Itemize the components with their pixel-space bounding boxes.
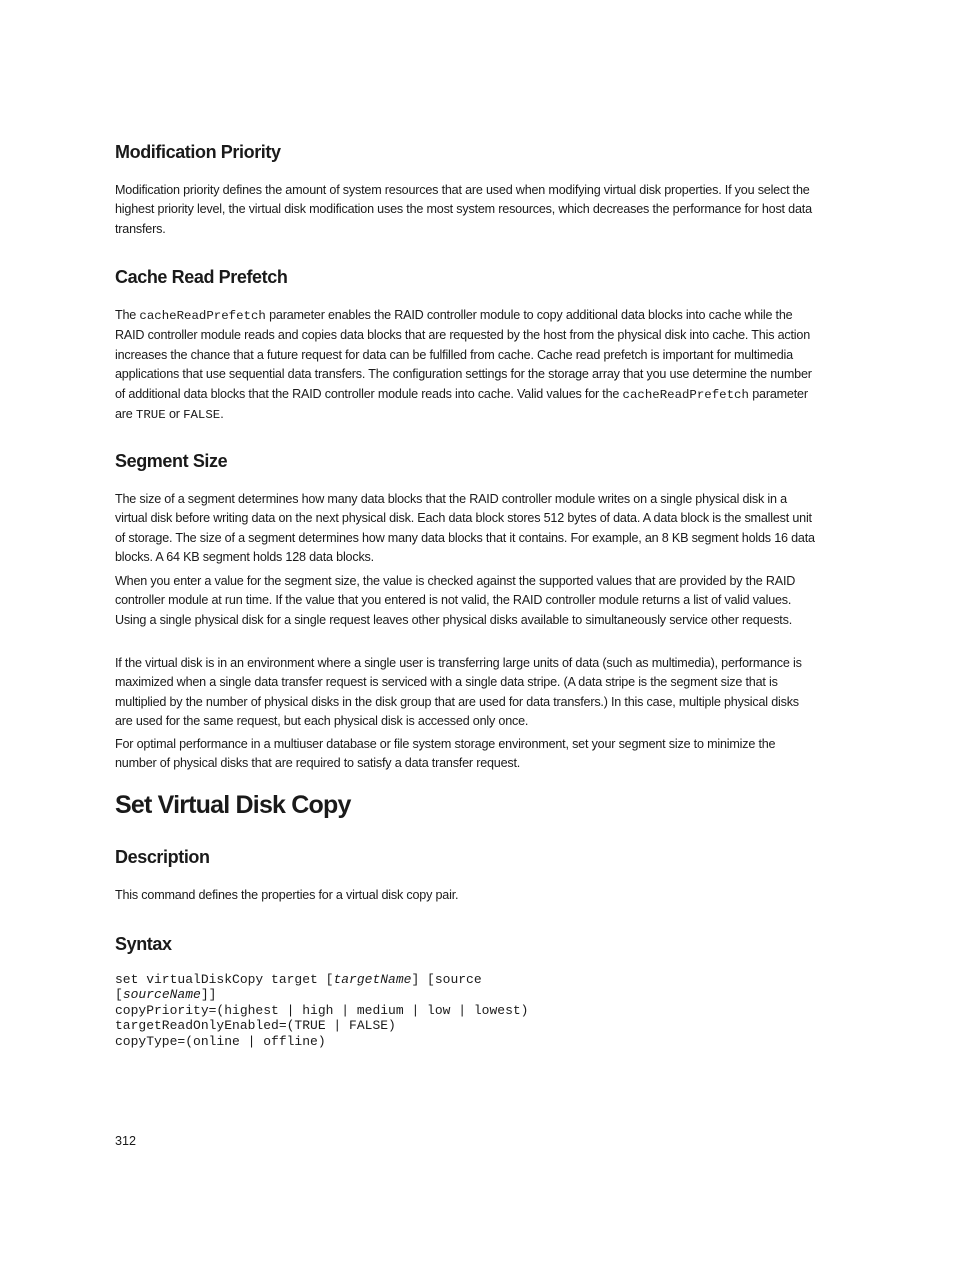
heading-syntax: Syntax xyxy=(115,934,172,954)
code-false: FALSE xyxy=(183,408,221,423)
heading-segment-size: Segment Size xyxy=(115,451,228,471)
page-number: 312 xyxy=(115,1134,137,1148)
paragraph-modification-priority: Modification priority defines the amount of system resources that are used when modifying virtual disk properties. If you select the highest priority level, the virtual disk modification uses the most system resources, which decreases the performance for host data transfers. xyxy=(115,183,812,236)
paragraph-segment-size-3: If the virtual disk is in an environment where a single user is transferring large units of data (such as multimedia), performance is maximized when a single data transfer request is serviced with a single data stripe. (A data stripe is the segment size that is multiplied by the number of physical disks in the disk group that are used for data transfers.) In this case, multiple physical disks are used for the same request, but each physical disk is accessed only once. xyxy=(115,656,802,729)
heading-cache-read-prefetch: Cache Read Prefetch xyxy=(115,267,288,287)
paragraph-segment-size-2: When you enter a value for the segment size, the value is checked against the supported values that are provided by the RAID controller module at run time. If the value that you entered is not valid, the RAID controller module returns a list of valid values. Using a single physical disk for a single request leaves other physical disks available to simultaneously service other requests. xyxy=(115,574,796,627)
heading-description: Description xyxy=(115,847,210,867)
title-set-virtual-disk-copy: Set Virtual Disk Copy xyxy=(115,791,351,819)
paragraph-cache-read-prefetch: The cacheReadPrefetch parameter enables the RAID controller module to copy additional data blocks into cache while the RAID controller module reads and copies data blocks that are requested by the host from the physical disk into cache. This action increases the chance that a future request for data can be fulfilled from cache. Cache read prefetch is important for multimedia applications that use sequential data transfers. The configuration settings for the storage array that you use determine the number of additional data blocks that the RAID controller module reads into cache. Valid values for the cacheReadPrefetch parameter are TRUE or FALSE. xyxy=(115,308,812,423)
heading-modification-priority: Modification Priority xyxy=(115,142,281,162)
code-cacheReadPrefetch: cacheReadPrefetch xyxy=(139,309,266,323)
paragraph-segment-size-1: The size of a segment determines how many data blocks that the RAID controller module writes on a single physical disk in a virtual disk before writing data on the next physical disk. Each data block stores 512 bytes of data. A data block is the smallest unit of storage. The size of a segment determines how many data blocks that it contains. For example, an 8 KB segment holds 16 data blocks. A 64 KB segment holds 128 data blocks. xyxy=(115,492,815,565)
placeholder-sourceName: sourceName xyxy=(122,987,201,1003)
code-true: TRUE xyxy=(135,408,166,423)
paragraph-segment-size-4: For optimal performance in a multiuser database or file system storage environment, set your segment size to minimize the number of physical disks that are required to satisfy a data transfer request. xyxy=(115,737,776,771)
placeholder-targetName: targetName xyxy=(333,972,412,987)
code-block-syntax: set virtualDiskCopy target [targetName] [source [sourceName]] copyPriority=(highest | high | medium | low | lowest) targetReadOnlyEnabled=(TRUE | FALSE) copyType=(online | offline) xyxy=(115,972,529,1049)
code-cacheReadPrefetch: cacheReadPrefetch xyxy=(622,387,749,402)
paragraph-description: This command defines the properties for a virtual disk copy pair. xyxy=(115,888,459,902)
